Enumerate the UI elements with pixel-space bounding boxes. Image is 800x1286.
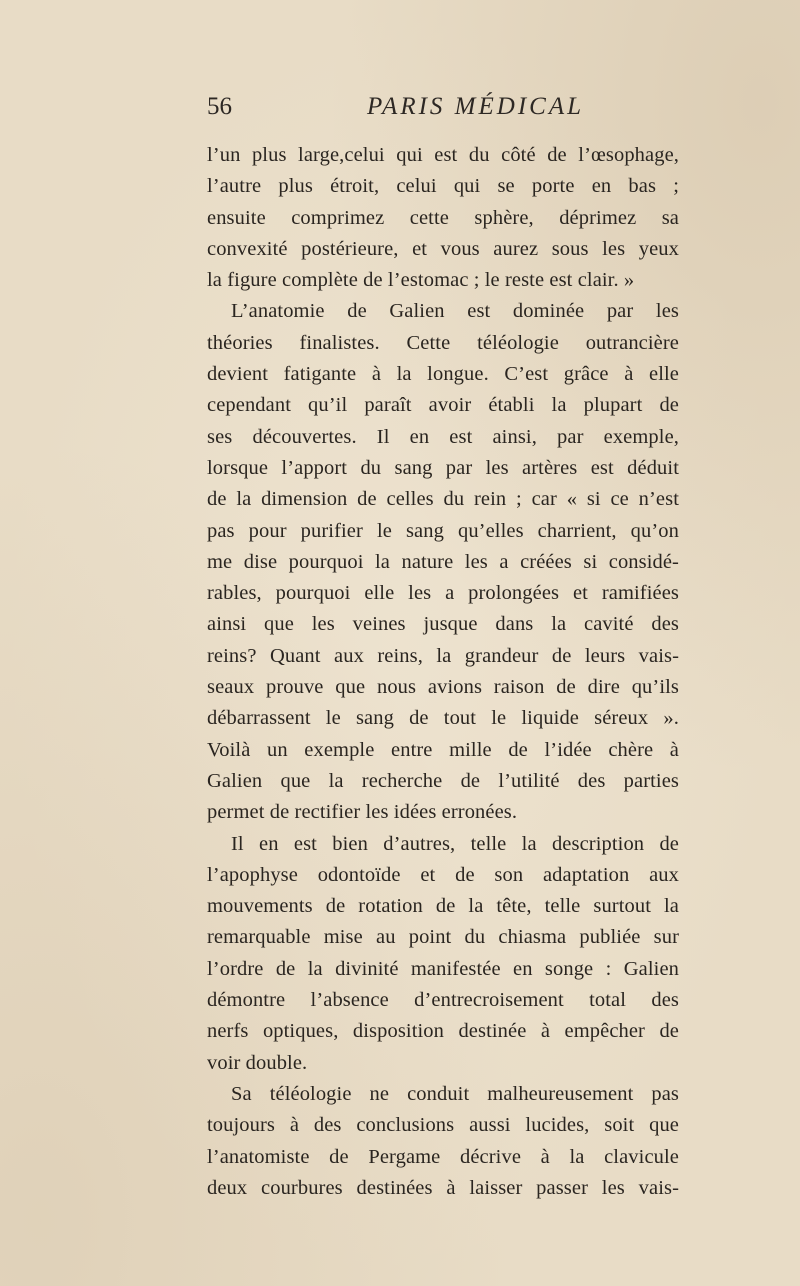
text-line: Galien que la recherche de l’utilité des parties [207,769,679,792]
text-line: me dise pourquoi la nature les a créées si considé- [207,550,679,573]
text-line: ses découvertes. Il en est ainsi, par exemple, [207,425,679,448]
text-line: deux courbures destinées à laisser passer les vais- [207,1176,679,1199]
text-line: mouvements de rotation de la tête, telle surtout la [207,895,679,918]
text-line: lorsque l’apport du sang par les artères est déduit [207,456,679,479]
text-line: Il en est bien d’autres, telle la description de [231,832,679,855]
text-line: ainsi que les veines jusque dans la cavité des [207,613,679,636]
text-line: convexité postérieure, et vous aurez sous les yeux [207,237,679,260]
text-line: Voilà un exemple entre mille de l’idée chère à [207,738,679,761]
text-line: voir double. [207,1051,308,1074]
text-line: cependant qu’il paraît avoir établi la plupart de [207,394,679,417]
text-line: remarquable mise au point du chiasma publiée sur [207,926,679,949]
text-line: l’anatomiste de Pergame décrive à la clavicule [207,1145,679,1168]
text-line: l’autre plus étroit, celui qui se porte en bas ; [207,175,679,198]
text-line: L’anatomie de Galien est dominée par les [231,300,679,323]
running-head [207,92,677,126]
text-line: l’ordre de la divinité manifestée en songe : Galien [207,957,679,980]
text-line: nerfs optiques, disposition destinée à empêcher de [207,1020,679,1043]
text-line: théories finalistes. Cette téléologie outrancière [207,331,679,354]
body-text [207,140,679,1204]
text-line: Sa téléologie ne conduit malheureusement pas [231,1082,679,1105]
text-line: la figure complète de l’estomac ; le reste est clair. » [207,269,635,292]
text-line: ensuite comprimez cette sphère, déprimez sa [207,206,679,229]
text-line: pas pour purifier le sang qu’elles charrient, qu’on [207,519,679,542]
text-line: de la dimension de celles du rein ; car « si ce n’est [207,488,679,511]
text-line: reins? Quant aux reins, la grandeur de leurs vais- [207,644,679,667]
running-title: PARIS MÉDICAL [367,93,584,120]
text-line: débarrassent le sang de tout le liquide séreux ». [207,707,679,730]
text-line: seaux prouve que nous avions raison de dire qu’ils [207,676,679,699]
text-line: l’apophyse odontoïde et de son adaptation aux [207,863,679,886]
text-line: l’un plus large,celui qui est du côté de l’œsophage, [207,144,679,166]
text-line: devient fatigante à la longue. C’est grâce à elle [207,363,679,386]
text-line: toujours à des conclusions aussi lucides, soit que [207,1114,679,1137]
text-line: démontre l’absence d’entrecroisement total des [207,989,679,1012]
text-line: permet de rectifier les idées erronées. [207,801,518,824]
text-line: rables, pourquoi elle les a prolongées et ramifiées [207,582,679,605]
page-number: 56 [207,93,232,120]
